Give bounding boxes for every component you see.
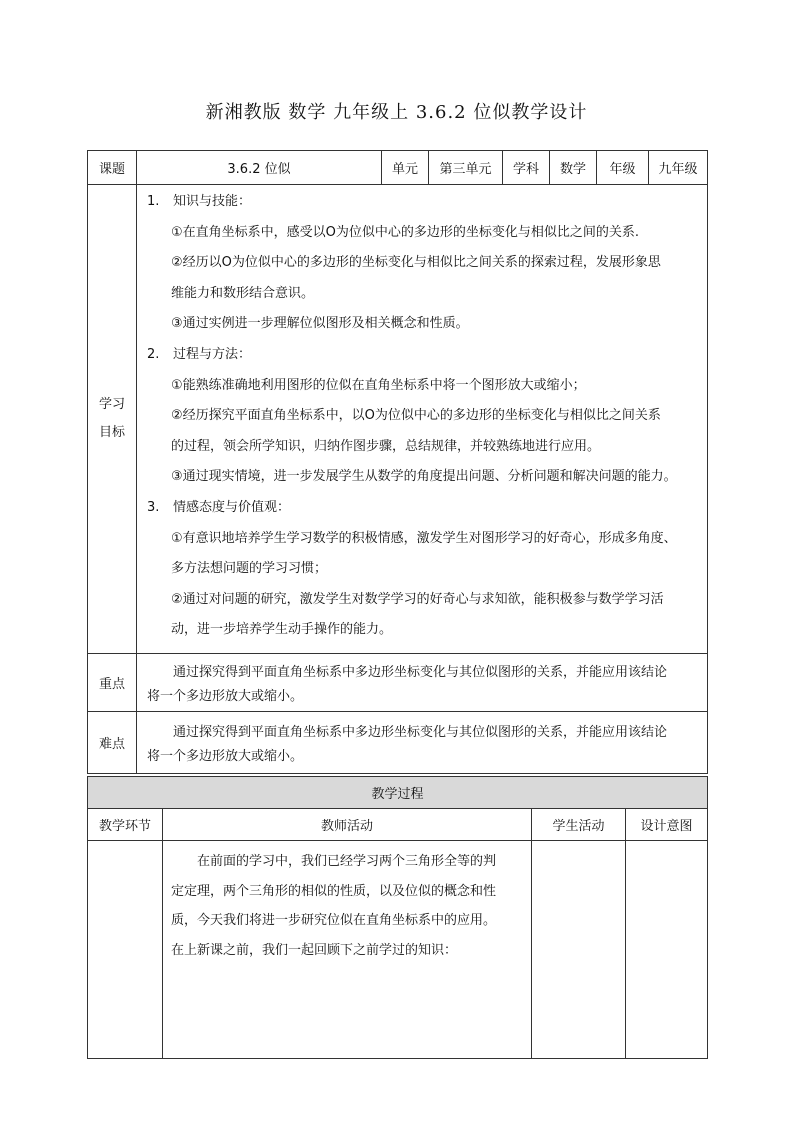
lesson-label: 课题 (88, 151, 137, 185)
objective-item: ②经历以O为位似中心的多边形的坐标变化与相似比之间关系的探索过程，发展形象思 (171, 255, 661, 271)
info-row (88, 151, 708, 185)
intent-header: 设计意图 (626, 809, 708, 841)
subject-value: 数学 (550, 151, 597, 185)
student-header: 学生活动 (532, 809, 626, 841)
objective-heading: 3. 情感态度与价值观： (147, 499, 291, 515)
design-intent-cell (626, 841, 708, 1059)
teacher-line: 在前面的学习中，我们已经学习两个三角形全等的判 (197, 854, 497, 869)
objective-item: 的过程，领会所学知识，归纳作图步骤，总结规律，并较熟练地进行应用。 (171, 438, 601, 454)
lesson-value: 3.6.2 位似 (137, 151, 382, 185)
teacher-line: 定定理，两个三角形的相似的性质，以及位似的概念和性 (171, 883, 497, 899)
objectives-label: 学习 目标 (88, 185, 137, 654)
difficult-point-row (88, 712, 708, 774)
process-title-row (88, 777, 708, 809)
process-body-row (88, 841, 708, 1059)
objective-item: ①在直角坐标系中，感受以O为位似中心的多边形的坐标变化与相似比之间的关系. (171, 224, 640, 240)
unit-value: 第三单元 (429, 151, 503, 185)
difficult-point-content: 通过探究得到平面直角坐标系中多边形坐标变化与其位似图形的关系，并能应用该结论 将一个多边形放大或缩小。 (137, 712, 708, 774)
key-point-label: 重点 (88, 654, 137, 712)
objective-item: 维能力和数形结合意识。 (171, 285, 315, 301)
process-header-row (88, 809, 708, 841)
objective-item: ②经历探究平面直角坐标系中，以O为位似中心的多边形的坐标变化与相似比之间关系 (171, 408, 661, 424)
objective-item: 多方法想问题的学习习惯； (171, 561, 328, 577)
page-title: 新湘教版 数学 九年级上 3.6.2 位似教学设计 (205, 102, 588, 123)
difficult-point-label: 难点 (88, 712, 137, 774)
objectives-row (88, 185, 708, 654)
grade-label: 年级 (597, 151, 649, 185)
objective-item: 动，进一步培养学生动手操作的能力。 (171, 622, 393, 638)
objectives-content (137, 185, 708, 654)
objective-item: ③通过现实情境，进一步发展学生从数学的角度提出问题、分析问题和解决问题的能力。 (171, 469, 677, 485)
objective-item: ③通过实例进一步理解位似图形及相关概念和性质。 (171, 316, 469, 332)
stage-header: 教学环节 (88, 809, 163, 841)
objective-heading: 2. 过程与方法： (147, 346, 252, 362)
lesson-info-table (87, 150, 708, 774)
objective-item: ②通过对问题的研究，激发学生对数学学习的好奇心与求知欲，能积极参与数学学习活 (171, 591, 664, 607)
teacher-header: 教师活动 (163, 809, 532, 841)
key-point-content: 通过探究得到平面直角坐标系中多边形坐标变化与其位似图形的关系，并能应用该结论 将一个多边形放大或缩小。 (137, 654, 708, 712)
objective-item: ①有意识地培养学生学习数学的积极情感，激发学生对图形学习的好奇心，形成多角度、 (171, 530, 677, 546)
unit-label: 单元 (382, 151, 429, 185)
objective-heading: 1. 知识与技能： (147, 194, 252, 209)
teacher-line: 质，今天我们将进一步研究位似在直角坐标系中的应用。 (171, 913, 497, 928)
teacher-line: 在上新课之前，我们一起回顾下之前学过的知识： (171, 942, 458, 958)
teaching-process-table (87, 776, 708, 1059)
objective-item: ①能熟练准确地利用图形的位似在直角坐标系中将一个图形放大或缩小； (171, 377, 586, 393)
key-point-row (88, 654, 708, 712)
grade-value: 九年级 (649, 151, 708, 185)
stage-cell (88, 841, 163, 1059)
process-title: 教学过程 (88, 777, 708, 809)
student-activity-cell (532, 841, 626, 1059)
teacher-activity-cell (163, 841, 532, 1059)
subject-label: 学科 (503, 151, 550, 185)
